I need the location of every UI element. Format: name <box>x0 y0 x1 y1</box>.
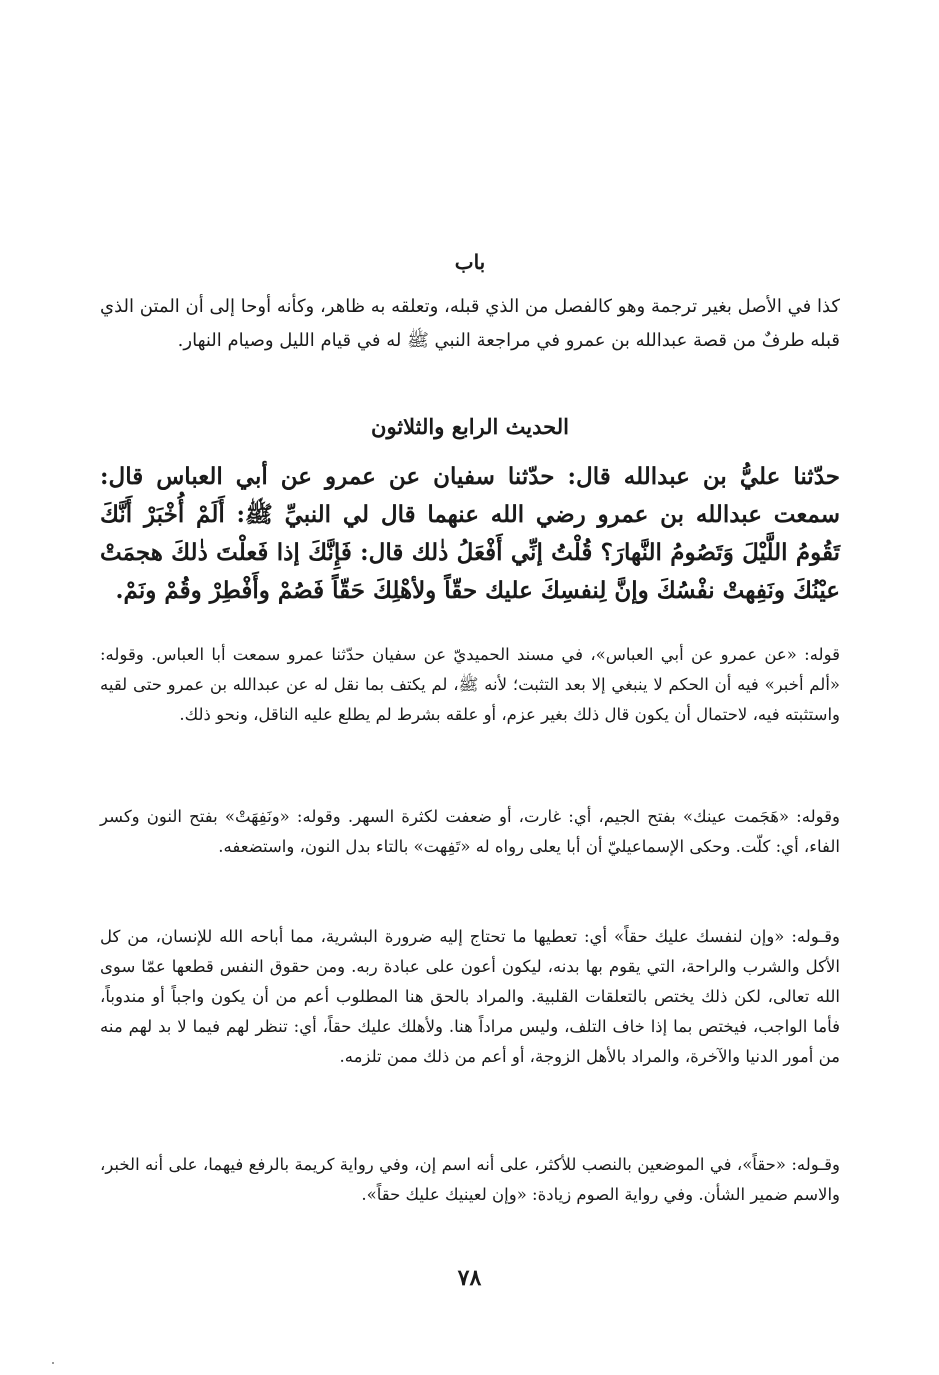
hadith-text: حدّثنا عليُّ بن عبدالله قال: حدّثنا سفيان عن عمرو عن أبي العباس قال: سمعت عبدالله بن عمرو رضي الله عنهما قال لي النبيِّ ﷺ: أَلَمْ أُخْبَرْ أَنَّكَ تَقُومُ اللَّيْلَ وَتَصُومُ النَّهارَ؟ قُلْتُ إنِّي أَفْعَلُ ذٰلك قال: فَإِنَّكَ إذا فَعلْتَ ذٰلكَ هجمَتْ عيْنُكَ ونَفِهتْ نفْسُكَ وإنَّ لِنفسِكَ عليك حقّاً ولأهْلِكَ حَقّاً فَصُمْ وأَفْطِرْ وقُمْ ونَمْ. <box>100 463 840 604</box>
commentary-paragraph-2: وقوله: «هَجَمت عينك» بفتح الجيم، أي: غارت، أو ضعفت لكثرة السهر. وقوله: «ونَفِهَتْ» بفتح النون وكسر الفاء، أي: كلّت. وحكى الإسماعيليّ أن أبا يعلى رواه له «تَفِهت» بالتاء بدل النون، واستضعفه. <box>100 807 840 856</box>
hadith-title: الحديث الرابع والثلاثون <box>371 414 569 439</box>
intro-paragraph: كذا في الأصل بغير ترجمة وهو كالفصل من الذي قبله، وتعلقه به ظاهر، وكأنه أوحا إلى أن المتن الذي قبله طرفٌ من قصة عبدالله بن عمرو في مراجعة النبي ﷺ له في قيام الليل وصيام النهار. <box>100 296 840 351</box>
commentary-paragraph-1: قوله: «عن عمرو عن أبي العباس»، في مسند الحميديّ عن سفيان حدّثنا عمرو سمعت أبا العباس. وقوله: «ألم أخبر» فيه أن الحكم لا ينبغي إلا بعد التثبت؛ لأنه ﷺ، لم يكتف بما نقل له عن عبدالله بن عمرو حتى لقيه واستثبته فيه، لاحتمال أن يكون قال ذلك بغير عزم، أو علقه بشرط لم يطلع عليه الناقل، ونحو ذلك. <box>100 645 840 724</box>
scan-speck <box>52 1362 54 1364</box>
commentary-paragraph-4: وقـوله: «حقاً»، في الموضعين بالنصب للأكثر، على أنه اسم إن، وفي رواية كريمة بالرفع فيهما، على أنه الخبر، والاسم ضمير الشأن. وفي رواية الصوم زيادة: «وإن لعينيك عليك حقاً». <box>100 1155 840 1204</box>
section-heading: باب <box>454 250 486 274</box>
commentary-paragraph-3: وقـوله: «وإن لنفسك عليك حقاً» أي: تعطيها ما تحتاج إليه ضرورة البشرية، مما أباحه الله للإنسان، من كل الأكل والشرب والراحة، التي يقوم بها بدنه، ليكون أعون على عبادة ربه. ومن حقوق النفس قطعها عمّا سوى الله تعالى، لكن ذلك يختص بالتعلقات القلبية. والمراد بالحق هنا المطلوب أعم من أن يكون واجباً أو مندوباً، فأما الواجب، فيختص بما إذا خاف التلف، وليس مراداً هنا. ولأهلك عليك حقاً، أي: تنظر لهم فيما لا بد لهم منه من أمور الدنيا والآخرة، والمراد بالأهل الزوجة، أو أعم من ذلك ممن تلزمه. <box>100 927 840 1066</box>
page-number: ٧٨ <box>457 1265 482 1291</box>
